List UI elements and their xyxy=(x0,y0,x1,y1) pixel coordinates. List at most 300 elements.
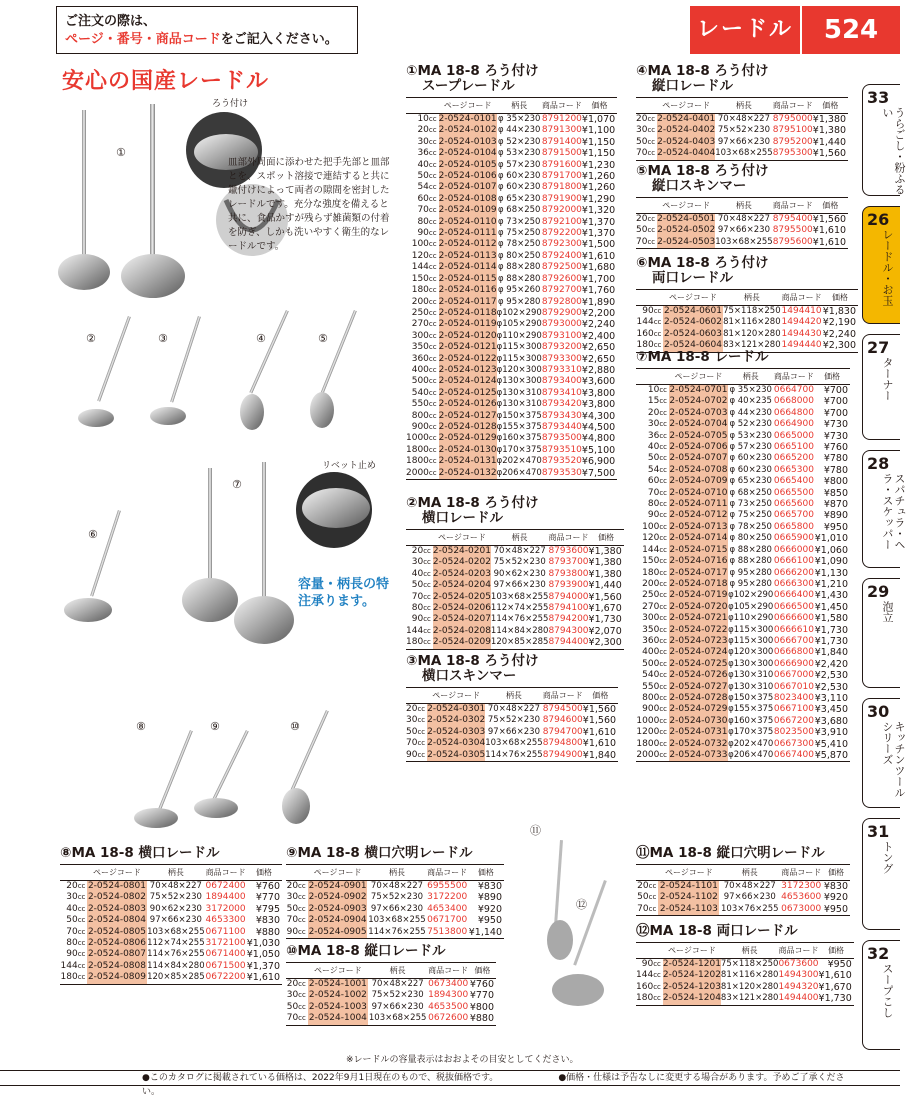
table-row xyxy=(406,727,618,738)
page-code: 2-0524-0104 xyxy=(438,148,497,159)
col-page-code: ページコード xyxy=(657,98,715,114)
price: ¥1,890 xyxy=(581,296,616,308)
capacity-value: 50 xyxy=(286,903,299,914)
page-code: 2-0524-0120 xyxy=(438,330,497,341)
capacity xyxy=(636,137,657,148)
capacity-unit: cc xyxy=(428,468,437,477)
custom-order-promo: 容量・柄長の特注承ります。 xyxy=(298,577,390,609)
length: φ105×290 xyxy=(728,601,774,612)
capacity xyxy=(636,727,669,738)
price: ¥2,400 xyxy=(581,330,616,342)
page-code: 2-0524-0301 xyxy=(427,704,486,714)
capacity-value: 500 xyxy=(411,376,429,387)
capacity xyxy=(636,904,658,916)
capacity-value: 20 xyxy=(66,881,78,891)
capacity xyxy=(636,148,657,160)
block-title-line1: ⑥ xyxy=(636,255,648,271)
length: 112×74×255 xyxy=(490,603,549,614)
price: ¥800 xyxy=(823,476,848,488)
length: φ 78×250 xyxy=(497,239,541,250)
capacity xyxy=(636,533,669,544)
capacity-value: 80 xyxy=(66,938,78,949)
capacity xyxy=(406,239,439,250)
table-row xyxy=(636,716,850,727)
price: ¥1,580 xyxy=(814,613,848,625)
length: 103×68×255 xyxy=(490,591,549,602)
product-code: 0673400 xyxy=(428,979,469,989)
price: ¥4,300 xyxy=(581,410,616,422)
capacity-value: 60 xyxy=(417,193,429,204)
table-row xyxy=(636,693,850,704)
product-code: 1494300 xyxy=(778,970,819,981)
capacity-value: 100 xyxy=(642,521,660,532)
capacity-unit: cc xyxy=(428,308,437,317)
capacity-unit: cc xyxy=(428,400,437,409)
capacity xyxy=(636,613,669,624)
block-title xyxy=(636,64,848,94)
block-title xyxy=(636,256,858,286)
product-code: 0664700 xyxy=(773,385,814,395)
product-code: 3172000 xyxy=(205,903,246,914)
length: 70×48×227 xyxy=(717,214,770,224)
length: 70×48×227 xyxy=(723,881,776,891)
capacity xyxy=(406,704,427,716)
price: ¥1,070 xyxy=(581,114,616,125)
capacity-value: 50 xyxy=(411,580,424,591)
table-row xyxy=(286,892,504,903)
price: ¥1,150 xyxy=(581,136,616,148)
table-row xyxy=(636,431,850,442)
side-tab-31[interactable] xyxy=(862,818,900,930)
table-row xyxy=(406,433,617,444)
length: φ170×375 xyxy=(496,444,542,455)
length: φ150×375 xyxy=(496,410,542,421)
price: ¥1,060 xyxy=(814,544,848,556)
capacity-value: 70 xyxy=(286,915,299,926)
capacity-unit: cc xyxy=(423,581,431,590)
capacity-unit: cc xyxy=(77,916,86,925)
capacity xyxy=(286,1002,308,1013)
price: ¥3,110 xyxy=(814,692,848,704)
capacity xyxy=(636,442,669,453)
photo-label-4: ④ xyxy=(256,332,266,345)
page-code: 2-0524-0723 xyxy=(669,635,728,646)
product-code: 8792100 xyxy=(541,216,582,227)
capacity-unit: cc xyxy=(428,183,437,192)
product-code: 1494400 xyxy=(778,993,819,1004)
length: 70×48×227 xyxy=(371,979,424,989)
page-code: 2-0524-0122 xyxy=(438,353,497,364)
capacity-unit: cc xyxy=(417,739,426,748)
block-title-name: MA 18-8 ろう付け xyxy=(417,495,539,511)
capacity-unit: cc xyxy=(647,237,656,246)
capacity xyxy=(406,388,439,399)
page-code: 2-0524-0131 xyxy=(438,456,497,467)
page-number: 524 xyxy=(800,6,900,54)
capacity-value: 20 xyxy=(406,704,418,714)
price: ¥1,760 xyxy=(581,285,616,297)
product-code: 0666700 xyxy=(773,635,814,646)
table-row xyxy=(406,376,617,387)
page-code: 2-0524-0724 xyxy=(669,647,728,658)
capacity-unit: cc xyxy=(659,716,668,725)
product-code: 8791900 xyxy=(541,193,582,204)
side-tab-29[interactable] xyxy=(862,578,900,688)
spec-table xyxy=(60,864,282,985)
product-code: 8792500 xyxy=(541,262,582,273)
capacity xyxy=(636,556,669,567)
product-code: 8792200 xyxy=(541,228,582,239)
capacity-value: 80 xyxy=(647,499,660,510)
col-capacity xyxy=(636,198,657,214)
table-row xyxy=(286,904,504,915)
length: φ 60×230 xyxy=(497,171,541,182)
capacity-unit: cc xyxy=(659,397,668,406)
length: φ 57×230 xyxy=(729,442,772,453)
page-code: 2-0524-0107 xyxy=(438,182,497,193)
capacity xyxy=(636,545,669,556)
capacity xyxy=(636,659,669,670)
product-code: 8791300 xyxy=(541,125,582,136)
product-code: 8792000 xyxy=(541,205,582,216)
capacity-unit: cc xyxy=(417,705,426,713)
col-product-code: 商品コード xyxy=(780,865,822,881)
product-code: 8791700 xyxy=(541,171,582,182)
product-code: 0665000 xyxy=(773,430,814,441)
side-tab-28[interactable] xyxy=(862,450,906,568)
product-block-1 xyxy=(406,64,617,480)
length: 70×48×227 xyxy=(149,881,202,891)
capacity xyxy=(636,970,663,981)
capacity-unit: cc xyxy=(659,454,668,463)
length: φ 57×230 xyxy=(497,159,541,170)
capacity-unit: cc xyxy=(653,994,661,1003)
product-code: 8793600 xyxy=(548,546,589,556)
page-code: 2-0524-0102 xyxy=(438,125,497,136)
col-length: 柄長 xyxy=(367,865,426,881)
capacity xyxy=(406,251,439,262)
page-code: 2-0524-0503 xyxy=(657,236,716,247)
capacity-unit: cc xyxy=(77,927,86,936)
capacity-value: 30 xyxy=(286,892,299,903)
spec-table xyxy=(636,942,854,1006)
product-code: 8791800 xyxy=(541,182,582,193)
length: 75×118×250 xyxy=(720,959,779,969)
capacity-value: 550 xyxy=(411,399,429,410)
price: ¥2,300 xyxy=(822,340,856,352)
page-code: 2-0524-0602 xyxy=(663,317,722,328)
table-row xyxy=(406,171,617,182)
product-block-4 xyxy=(636,64,848,161)
page-code: 2-0524-0117 xyxy=(438,296,497,307)
capacity xyxy=(406,319,439,330)
table-row xyxy=(406,626,624,637)
table-row xyxy=(636,682,850,693)
length: 97×66×230 xyxy=(370,903,424,914)
side-tab-26[interactable] xyxy=(862,206,900,324)
length: φ 35×230 xyxy=(729,385,772,395)
price: ¥1,560 xyxy=(582,704,617,715)
price: ¥1,150 xyxy=(581,148,616,160)
price: ¥1,730 xyxy=(814,635,848,647)
page-code: 2-0524-0707 xyxy=(669,453,728,464)
price: ¥2,240 xyxy=(581,319,616,331)
product-code: 8795000 xyxy=(772,114,813,124)
capacity-unit: cc xyxy=(653,960,661,968)
capacity-unit: cc xyxy=(659,500,668,509)
capacity-unit: cc xyxy=(77,904,86,913)
price: ¥2,420 xyxy=(814,658,848,670)
product-code: 8793800 xyxy=(548,568,589,579)
capacity xyxy=(286,881,308,893)
capacity xyxy=(636,590,669,601)
length: 83×121×280 xyxy=(720,993,779,1004)
capacity-value: 540 xyxy=(411,387,429,398)
col-page-code: ページコード xyxy=(657,198,715,214)
side-tab-33[interactable] xyxy=(862,84,906,196)
length: φ 68×250 xyxy=(729,487,772,498)
table-row xyxy=(636,625,850,636)
page-code: 2-0524-0116 xyxy=(438,285,497,296)
product-code: 0665500 xyxy=(773,487,814,498)
page-code: 2-0524-0801 xyxy=(87,881,146,891)
col-product-code: 商品コード xyxy=(773,98,813,114)
length: φ202×470 xyxy=(496,456,542,467)
price: ¥1,230 xyxy=(581,159,616,171)
page-code: 2-0524-0123 xyxy=(438,364,497,375)
length: 75×52×230 xyxy=(493,557,546,568)
capacity-value: 40 xyxy=(66,903,78,914)
price: ¥6,900 xyxy=(581,456,616,468)
side-tab-27[interactable] xyxy=(862,334,900,440)
table-row xyxy=(406,557,624,568)
capacity-unit: cc xyxy=(653,318,662,327)
table-row xyxy=(60,938,282,949)
capacity xyxy=(636,704,669,715)
table-row xyxy=(60,972,282,984)
capacity-unit: cc xyxy=(428,263,437,272)
price: ¥5,100 xyxy=(581,444,616,456)
product-code: 8794100 xyxy=(548,603,589,614)
spec-table xyxy=(286,864,504,939)
capacity-unit: cc xyxy=(659,477,668,486)
product-code: 4653500 xyxy=(428,1001,469,1012)
spec-table xyxy=(406,97,617,480)
price: ¥1,700 xyxy=(581,273,616,285)
capacity-value: 1800 xyxy=(406,444,429,455)
price: ¥760 xyxy=(255,881,280,892)
price: ¥1,320 xyxy=(581,205,616,217)
price: ¥1,290 xyxy=(581,193,616,205)
page-code: 2-0524-0721 xyxy=(669,613,728,624)
capacity xyxy=(406,137,439,148)
length: φ 75×250 xyxy=(497,228,541,239)
capacity-value: 90 xyxy=(406,749,418,760)
price: ¥1,260 xyxy=(581,171,616,183)
capacity-value: 40 xyxy=(647,442,660,453)
capacity-value: 800 xyxy=(411,410,429,421)
length: 70×48×227 xyxy=(370,881,424,891)
length: 103×68×255 xyxy=(368,915,426,926)
capacity-unit: cc xyxy=(659,534,668,543)
product-code: 1494410 xyxy=(781,306,822,316)
capacity xyxy=(406,433,439,444)
ladle-photos-11-12 xyxy=(520,830,630,1030)
side-tab-30[interactable] xyxy=(862,698,906,808)
product-code: 0666600 xyxy=(773,613,814,624)
capacity-value: 180 xyxy=(642,567,660,578)
capacity-value: 36 xyxy=(417,148,429,159)
table-row xyxy=(60,881,282,893)
table-row xyxy=(406,297,617,308)
capacity-value: 144 xyxy=(636,970,654,981)
col-price: 価格 xyxy=(589,530,624,546)
product-code: 0667300 xyxy=(773,738,814,749)
col-product-code: 商品コード xyxy=(548,530,588,546)
length: 83×121×280 xyxy=(723,340,781,351)
table-row xyxy=(406,274,617,285)
capacity-value: 1800 xyxy=(636,738,660,749)
page-code: 2-0524-0303 xyxy=(427,726,486,737)
capacity-unit: cc xyxy=(647,126,656,135)
capacity xyxy=(406,603,433,614)
page-code: 2-0524-0119 xyxy=(438,319,497,330)
price: ¥1,380 xyxy=(812,114,847,125)
page-code: 2-0524-0718 xyxy=(669,578,728,589)
side-tab-number: 26 xyxy=(867,210,890,229)
price: ¥1,830 xyxy=(822,306,856,317)
capacity-unit: cc xyxy=(428,115,437,123)
price: ¥1,560 xyxy=(812,214,847,225)
table-row xyxy=(636,453,850,464)
capacity xyxy=(636,647,669,658)
page-code: 2-0524-1004 xyxy=(308,1013,367,1024)
length: φ 88×280 xyxy=(497,273,541,284)
capacity-value: 20 xyxy=(417,125,429,136)
table-row xyxy=(286,990,496,1001)
page-code: 2-0524-0804 xyxy=(87,915,146,926)
product-code: 8793530 xyxy=(541,467,582,478)
capacity-value: 50 xyxy=(286,1001,299,1012)
photo-label-3: ③ xyxy=(158,332,168,345)
col-page-code: ページコード xyxy=(669,369,728,385)
product-code: 1494440 xyxy=(781,340,822,351)
side-tab-32[interactable] xyxy=(862,940,900,1050)
capacity-value: 15 xyxy=(647,396,660,407)
capacity xyxy=(406,580,433,591)
product-block-5 xyxy=(636,164,848,249)
block-title xyxy=(286,944,496,959)
page-code: 2-0524-0729 xyxy=(669,704,728,715)
capacity-value: 70 xyxy=(406,738,418,749)
table-row xyxy=(636,590,850,601)
price: ¥890 xyxy=(477,892,502,904)
capacity-value: 70 xyxy=(636,236,648,247)
price: ¥760 xyxy=(823,442,848,454)
table-row xyxy=(636,670,850,681)
page-code: 2-0524-0130 xyxy=(438,444,497,455)
capacity-unit: cc xyxy=(428,251,437,260)
capacity-value: 180 xyxy=(60,972,78,983)
length: φ 35×230 xyxy=(497,114,541,124)
page-code: 2-0524-0132 xyxy=(438,467,497,478)
price: ¥1,840 xyxy=(814,647,848,659)
table-row xyxy=(406,125,617,136)
product-code: 8793430 xyxy=(541,410,582,421)
capacity-unit: cc xyxy=(659,386,668,394)
capacity xyxy=(406,160,439,171)
capacity xyxy=(286,979,308,991)
col-length: 柄長 xyxy=(715,198,773,214)
block-title xyxy=(406,496,624,526)
price: ¥2,070 xyxy=(588,625,622,637)
price-notice: ●このカタログに掲載されている価格は、2022年9月1日現在のもので、税抜価格です。 xyxy=(142,1073,499,1083)
page-code: 2-0524-1101 xyxy=(659,881,718,891)
table-row xyxy=(406,228,617,239)
capacity xyxy=(406,365,439,376)
capacity-value: 800 xyxy=(642,692,660,703)
page-code: 2-0524-0401 xyxy=(657,114,716,124)
side-tab-number: 32 xyxy=(867,944,890,963)
product-code: 1894400 xyxy=(205,892,246,903)
capacity-unit: cc xyxy=(423,604,431,613)
capacity-unit: cc xyxy=(659,705,668,714)
price: ¥880 xyxy=(469,1013,494,1025)
capacity-unit: cc xyxy=(428,206,437,215)
page-code: 2-0524-0803 xyxy=(87,903,146,914)
price: ¥1,610 xyxy=(246,972,280,984)
rivet-caption: リベット止め xyxy=(322,461,376,471)
capacity xyxy=(636,522,669,533)
block-title-line1: ① xyxy=(406,63,418,79)
capacity-value: 90 xyxy=(286,926,299,937)
length: 120×85×285 xyxy=(490,637,549,648)
product-code: 8791500 xyxy=(541,148,582,159)
page-code: 2-0524-0730 xyxy=(669,715,728,726)
table-row xyxy=(636,476,850,487)
table-row xyxy=(636,306,858,318)
length: 97×66×230 xyxy=(371,1001,424,1012)
table-row xyxy=(406,342,617,353)
block-title-name: MA 18-8 ろう付け xyxy=(647,63,769,79)
length: 75×118×250 xyxy=(723,306,781,316)
product-code: 0666100 xyxy=(773,556,814,567)
table-row xyxy=(406,603,624,614)
side-tab-label: レードル・お玉 xyxy=(881,229,894,306)
length: φ 65×230 xyxy=(497,193,541,204)
product-code: 1494430 xyxy=(781,328,822,339)
table-row xyxy=(636,881,850,893)
capacity-unit: cc xyxy=(659,408,668,417)
main-title: 安心の国産レードル xyxy=(62,69,270,94)
product-code: 0666610 xyxy=(773,624,814,635)
block-title-name: MA 18-8 縦口レードル xyxy=(297,943,446,959)
block-title-line2: 縦口レードル xyxy=(652,78,733,94)
col-price: 価格 xyxy=(582,98,617,114)
price: ¥1,730 xyxy=(814,624,848,636)
product-code: 3172100 xyxy=(205,938,246,949)
capacity-unit: cc xyxy=(659,682,668,691)
length: 81×120×280 xyxy=(720,981,779,992)
block-title-line1: ⑧ xyxy=(60,845,72,861)
capacity xyxy=(636,385,669,397)
capacity-unit: cc xyxy=(298,1014,306,1023)
capacity xyxy=(406,614,433,625)
capacity-unit: cc xyxy=(298,1002,306,1011)
capacity-unit: cc xyxy=(647,215,656,223)
capacity-unit: cc xyxy=(428,434,437,443)
capacity-unit: cc xyxy=(659,591,668,600)
